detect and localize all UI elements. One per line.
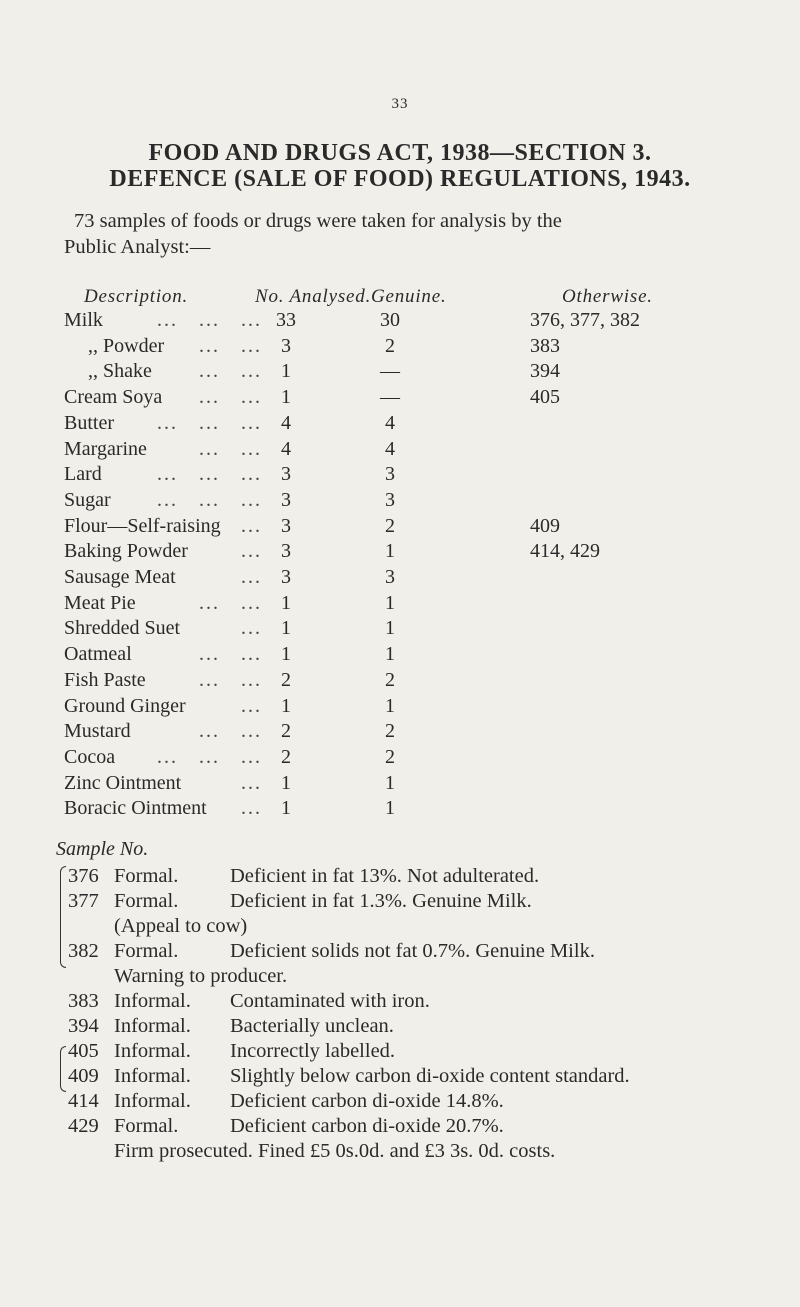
- note-type: Informal.: [114, 1090, 191, 1112]
- note-sample-number: 377: [68, 890, 99, 912]
- table-row: [0, 669, 800, 695]
- row-description: Zinc Ointment: [64, 771, 182, 794]
- row-leader-dots: ... ... ...: [157, 411, 262, 434]
- note-text: Deficient in fat 1.3%. Genuine Milk.: [230, 890, 532, 912]
- row-leader-dots: ... ...: [199, 720, 262, 743]
- note-text: Deficient carbon di-oxide 20.7%.: [230, 1115, 504, 1137]
- row-leader-dots: ...: [241, 540, 262, 563]
- note-text: Incorrectly labelled.: [230, 1040, 396, 1062]
- row-otherwise: 376, 377, 382: [530, 309, 640, 331]
- row-analysed: 1: [281, 643, 291, 666]
- note-line: [0, 940, 800, 966]
- row-description: Boracic Ointment: [64, 797, 207, 820]
- row-leader-dots: ... ...: [199, 643, 262, 666]
- note-sample-number: 409: [68, 1065, 99, 1087]
- row-analysed: 4: [281, 411, 291, 434]
- note-sample-number: 376: [68, 865, 99, 887]
- note-type: Warning to producer.: [114, 965, 288, 987]
- row-description: Oatmeal: [64, 643, 132, 666]
- header-description: Description.: [84, 286, 189, 307]
- table-row: [0, 489, 800, 515]
- header-analysed: No. Analysed.: [255, 286, 372, 307]
- table-row: [0, 309, 800, 335]
- row-genuine: 1: [385, 797, 395, 820]
- row-description: Margarine: [64, 437, 147, 460]
- row-description: Lard: [64, 463, 102, 486]
- note-text: Deficient solids not fat 0.7%. Genuine Milk.: [230, 940, 595, 962]
- table-row: [0, 386, 800, 412]
- note-text: Deficient in fat 13%. Not adulterated.: [230, 865, 540, 887]
- row-leader-dots: ...: [241, 771, 262, 794]
- table-row: [0, 438, 800, 464]
- row-genuine: 4: [385, 437, 395, 460]
- row-description: Mustard: [64, 720, 131, 743]
- table-row: [0, 720, 800, 746]
- row-genuine: 2: [385, 514, 395, 537]
- row-otherwise: 409: [530, 514, 560, 537]
- row-leader-dots: ... ...: [199, 668, 262, 691]
- row-analysed: 1: [281, 771, 291, 794]
- row-leader-dots: ...: [241, 797, 262, 820]
- row-genuine: 1: [385, 591, 395, 614]
- note-line: [0, 1090, 800, 1116]
- note-type: Informal.: [114, 1040, 191, 1062]
- intro-paragraph: [64, 208, 774, 260]
- row-description: Sausage Meat: [64, 566, 176, 588]
- table-row: [0, 695, 800, 721]
- note-line: [0, 1140, 800, 1166]
- row-genuine: 3: [385, 566, 395, 588]
- note-type: Firm prosecuted. Fined £5 0s.0d. and £3 3s. 0d. costs.: [114, 1140, 556, 1162]
- row-leader-dots: ... ...: [199, 334, 262, 357]
- note-sample-number: 383: [68, 990, 99, 1012]
- row-description: Cream Soya: [64, 386, 163, 409]
- row-analysed: 4: [281, 437, 291, 460]
- row-leader-dots: ... ... ...: [157, 463, 262, 486]
- table-row: [0, 643, 800, 669]
- table-row: [0, 566, 800, 592]
- row-otherwise: 383: [530, 334, 560, 357]
- note-line: [0, 1040, 800, 1066]
- row-analysed: 1: [281, 591, 291, 614]
- row-leader-dots: ...: [241, 566, 262, 588]
- row-leader-dots: ... ...: [199, 386, 262, 409]
- row-analysed: 3: [281, 566, 291, 588]
- note-text: Deficient carbon di-oxide 14.8%.: [230, 1090, 504, 1112]
- note-sample-number: 429: [68, 1115, 99, 1137]
- row-genuine: 30: [380, 309, 400, 331]
- note-line: [0, 1015, 800, 1041]
- row-genuine: 3: [385, 463, 395, 486]
- table-row: [0, 463, 800, 489]
- row-analysed: 1: [281, 386, 291, 409]
- brace-376-382: [60, 866, 66, 968]
- heading-regulations: DEFENCE (SALE OF FOOD) REGULATIONS, 1943.: [109, 166, 691, 192]
- row-analysed: 2: [281, 720, 291, 743]
- row-description: Shredded Suet: [64, 617, 181, 640]
- note-line: [0, 915, 800, 941]
- row-analysed: 33: [276, 309, 296, 331]
- intro-line-1: 73 samples of foods or drugs were taken for analysis by the: [74, 210, 562, 232]
- row-description: Sugar: [64, 488, 111, 511]
- table-row: [0, 617, 800, 643]
- row-genuine: —: [380, 386, 400, 409]
- row-analysed: 1: [281, 694, 291, 717]
- row-description: Ground Ginger: [64, 694, 186, 717]
- row-genuine: —: [380, 360, 400, 383]
- row-genuine: 1: [385, 694, 395, 717]
- row-analysed: 1: [281, 617, 291, 640]
- note-type: Formal.: [114, 940, 179, 962]
- row-leader-dots: ... ... ...: [157, 745, 262, 768]
- row-otherwise: 405: [530, 386, 560, 409]
- row-analysed: 1: [281, 360, 291, 383]
- note-sample-number: 414: [68, 1090, 99, 1112]
- row-analysed: 3: [281, 514, 291, 537]
- row-genuine: 2: [385, 745, 395, 768]
- row-analysed: 1: [281, 797, 291, 820]
- row-genuine: 2: [385, 720, 395, 743]
- table-row: [0, 540, 800, 566]
- page-number: 33: [391, 96, 409, 112]
- note-line: [0, 990, 800, 1016]
- row-otherwise: 394: [530, 360, 560, 383]
- table-row: [0, 772, 800, 798]
- row-genuine: 1: [385, 540, 395, 563]
- row-leader-dots: ...: [241, 514, 262, 537]
- table-row: [0, 360, 800, 386]
- row-description: Baking Powder: [64, 540, 188, 563]
- row-leader-dots: ... ...: [199, 591, 262, 614]
- table-row: [0, 335, 800, 361]
- note-type: (Appeal to cow): [114, 915, 248, 937]
- note-text: Contaminated with iron.: [230, 990, 430, 1012]
- note-type: Formal.: [114, 890, 179, 912]
- note-line: [0, 1065, 800, 1091]
- table-row: [0, 515, 800, 541]
- notes-heading: Sample No.: [56, 838, 149, 860]
- row-leader-dots: ... ...: [199, 360, 262, 383]
- row-genuine: 2: [385, 668, 395, 691]
- note-line: [0, 890, 800, 916]
- row-otherwise: 414, 429: [530, 540, 600, 563]
- note-type: Formal.: [114, 865, 179, 887]
- row-analysed: 3: [281, 488, 291, 511]
- row-genuine: 2: [385, 334, 395, 357]
- note-type: Formal.: [114, 1115, 179, 1137]
- row-genuine: 1: [385, 771, 395, 794]
- header-genuine: Genuine.: [371, 286, 447, 307]
- row-analysed: 3: [281, 540, 291, 563]
- note-type: Informal.: [114, 1065, 191, 1087]
- note-sample-number: 394: [68, 1015, 99, 1037]
- note-type: Informal.: [114, 1015, 191, 1037]
- row-analysed: 3: [281, 334, 291, 357]
- row-description: ,, Powder: [88, 334, 165, 357]
- note-text: Slightly below carbon di-oxide content standard.: [230, 1065, 630, 1087]
- note-type: Informal.: [114, 990, 191, 1012]
- row-leader-dots: ... ...: [199, 437, 262, 460]
- table-row: [0, 412, 800, 438]
- intro-line-2: Public Analyst:—: [64, 236, 211, 258]
- row-description: Cocoa: [64, 745, 116, 768]
- note-text: Bacterially unclean.: [230, 1015, 394, 1037]
- row-analysed: 2: [281, 745, 291, 768]
- table-row: [0, 592, 800, 618]
- row-description: Butter: [64, 411, 114, 434]
- heading-act: FOOD AND DRUGS ACT, 1938—SECTION 3.: [148, 140, 652, 166]
- row-genuine: 4: [385, 411, 395, 434]
- row-description: Flour—Self-raising: [64, 514, 221, 537]
- note-sample-number: 382: [68, 940, 99, 962]
- row-description: Milk: [64, 309, 103, 331]
- row-genuine: 1: [385, 643, 395, 666]
- header-otherwise: Otherwise.: [562, 286, 653, 307]
- note-line: [0, 865, 800, 891]
- row-genuine: 1: [385, 617, 395, 640]
- row-leader-dots: ... ... ...: [157, 309, 262, 331]
- row-description: ,, Shake: [88, 360, 152, 383]
- row-description: Meat Pie: [64, 591, 136, 614]
- note-sample-number: 405: [68, 1040, 99, 1062]
- row-genuine: 3: [385, 488, 395, 511]
- row-leader-dots: ...: [241, 617, 262, 640]
- table-row: [0, 797, 800, 823]
- note-line: [0, 965, 800, 991]
- row-analysed: 3: [281, 463, 291, 486]
- brace-414-429: [60, 1046, 66, 1092]
- row-description: Fish Paste: [64, 668, 146, 691]
- row-analysed: 2: [281, 668, 291, 691]
- table-row: [0, 746, 800, 772]
- row-leader-dots: ...: [241, 694, 262, 717]
- note-line: [0, 1115, 800, 1141]
- row-leader-dots: ... ... ...: [157, 488, 262, 511]
